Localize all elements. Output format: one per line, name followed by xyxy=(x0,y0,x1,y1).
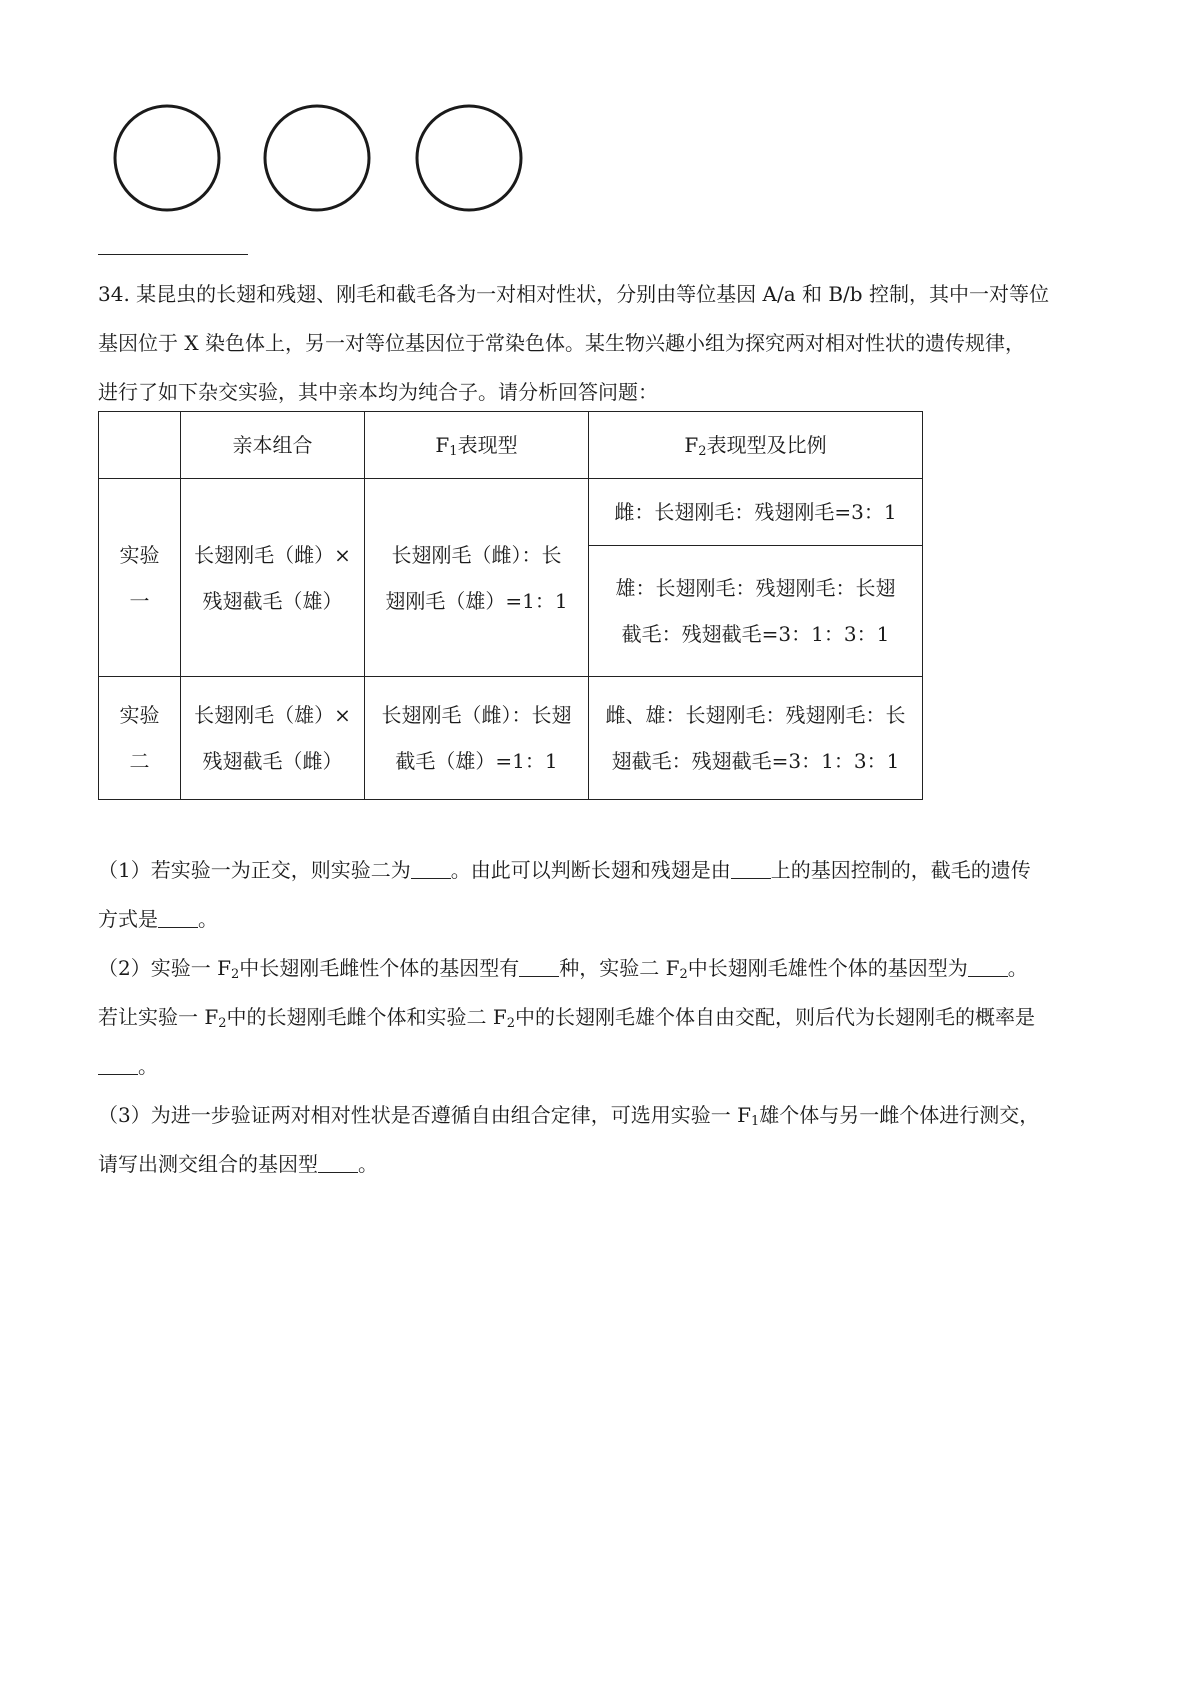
exp2-f2 xyxy=(589,677,923,800)
separator-line xyxy=(98,254,248,255)
q3-sub-1: 1 xyxy=(750,1114,760,1129)
q3-line-1 xyxy=(98,1091,1110,1140)
header-f2-suffix: 表现型及比例 xyxy=(706,433,827,457)
q2-sub-4: 2 xyxy=(506,1016,516,1031)
answer-blank[interactable] xyxy=(158,909,198,928)
exp2-f2-a: 雌、雄：长翅刚毛：残翅刚毛：长 xyxy=(605,703,906,727)
q2-line-2 xyxy=(98,993,1110,1042)
exp1-f2-female: 雌：长翅刚毛：残翅刚毛=3：1 xyxy=(589,479,923,546)
circle-3 xyxy=(417,106,521,210)
exp2-label-b: 二 xyxy=(129,749,150,773)
table-row-exp2 xyxy=(99,677,923,800)
intro-line-2: 基因位于 X 染色体上，另一对等位基因位于常染色体。某生物兴趣小组为探究两对相对性状的遗传规律， xyxy=(98,331,1025,355)
q1-line-2 xyxy=(98,895,1110,944)
circles-svg xyxy=(112,100,552,216)
header-parents: 亲本组合 xyxy=(181,412,365,479)
header-f2-sub: 2 xyxy=(698,444,707,459)
exp2-parents-b: 残翅截毛（雌） xyxy=(202,749,343,773)
exp1-parents-a: 长翅刚毛（雌）× xyxy=(194,542,351,567)
q2-text-i: 。 xyxy=(138,1054,158,1078)
q2-sub-3: 2 xyxy=(218,1016,227,1031)
q2-text-a: （2）实验一 F xyxy=(98,956,231,980)
exp1-f2-male-b: 截毛：残翅截毛=3：1：3：1 xyxy=(621,622,890,646)
exp1-f2-male-a: 雄：长翅刚毛：残翅刚毛：长翅 xyxy=(615,576,896,600)
header-f1 xyxy=(365,412,589,479)
q2-line-1 xyxy=(98,944,1110,993)
q2-sub-1: 2 xyxy=(230,967,240,982)
exp2-parents-a: 长翅刚毛（雄）× xyxy=(194,703,351,727)
exp2-f1-a: 长翅刚毛（雌）：长翅 xyxy=(381,703,572,727)
q2-text-g: 中的长翅刚毛雌个体和实验二 F xyxy=(226,1005,507,1029)
sub-question-1 xyxy=(98,846,1110,944)
exp1-parents-b: 残翅截毛（雄） xyxy=(202,588,343,613)
q2-text-c: 种，实验二 F xyxy=(559,956,680,980)
intro-line-3: 进行了如下杂交实验，其中亲本均为纯合子。请分析回答问题： xyxy=(98,380,658,404)
answer-blank[interactable] xyxy=(98,1056,138,1075)
exp2-f2-b: 翅截毛：残翅截毛=3：1：3：1 xyxy=(611,749,900,773)
exp1-f1-a: 长翅刚毛（雌）：长 xyxy=(391,542,562,567)
exp1-f2-male xyxy=(589,546,923,677)
experiment-table xyxy=(98,411,923,800)
header-f2-prefix: F xyxy=(684,433,699,457)
exp2-f1 xyxy=(365,677,589,800)
header-empty xyxy=(99,412,181,479)
q1-text-c: 上的基因控制的，截毛的遗传 xyxy=(770,858,1031,882)
q3-text-a: （3）为进一步验证两对相对性状是否遵循自由组合定律，可选用实验一 F xyxy=(98,1103,751,1127)
answer-blank[interactable] xyxy=(731,860,771,879)
q2-text-f: 若让实验一 F xyxy=(98,1005,219,1029)
circles-figure xyxy=(112,100,552,216)
q2-text-b: 中长翅刚毛雌性个体的基因型有 xyxy=(239,956,520,980)
q2-text-h: 中的长翅刚毛雄个体自由交配，则后代为长翅刚毛的概率是 xyxy=(515,1005,1036,1029)
exp1-label-b: 一 xyxy=(129,588,150,613)
q3-text-b: 雄个体与另一雌个体进行测交， xyxy=(759,1103,1040,1127)
q2-line-3 xyxy=(98,1042,1110,1091)
header-f1-suffix: 表现型 xyxy=(457,433,518,457)
q1-text-a: （1）若实验一为正交，则实验二为 xyxy=(98,858,411,882)
question-number: 34. xyxy=(98,282,130,306)
q1-text-b: 。由此可以判断长翅和残翅是由 xyxy=(450,858,731,882)
intro-text-1: 某昆虫的长翅和残翅、刚毛和截毛各为一对相对性状，分别由等位基因 A/a 和 B/b 控制，其中一对等位 xyxy=(136,282,1049,306)
table-row-exp1-a xyxy=(99,479,923,546)
answer-blank[interactable] xyxy=(411,860,451,879)
circle-1 xyxy=(115,106,219,210)
answer-blank[interactable] xyxy=(318,1154,358,1173)
intro-line-1 xyxy=(98,270,1110,319)
sub-question-2 xyxy=(98,944,1110,1091)
q2-sub-2: 2 xyxy=(679,967,688,982)
header-f2 xyxy=(589,412,923,479)
table-header-row xyxy=(99,412,923,479)
q1-text-e: 。 xyxy=(198,907,218,931)
q2-text-e: 。 xyxy=(1007,956,1028,980)
q3-line-2 xyxy=(98,1140,1110,1189)
exp1-label xyxy=(99,479,181,677)
q3-text-c: 请写出测交组合的基因型 xyxy=(98,1152,318,1176)
q3-text-d: 。 xyxy=(358,1152,378,1176)
q1-text-d: 方式是 xyxy=(98,907,158,931)
exp1-f1 xyxy=(365,479,589,677)
exp1-f1-b: 翅刚毛（雄）=1：1 xyxy=(385,588,568,613)
header-f1-prefix: F xyxy=(435,433,450,457)
question-intro xyxy=(98,270,1110,417)
exp2-f1-b: 截毛（雄）=1：1 xyxy=(395,749,558,773)
q2-text-d: 中长翅刚毛雄性个体的基因型为 xyxy=(687,956,968,980)
header-f1-sub: 1 xyxy=(449,444,458,459)
exp2-label-a: 实验 xyxy=(119,703,160,727)
sub-question-3 xyxy=(98,1091,1110,1189)
answer-blank[interactable] xyxy=(968,958,1008,977)
q1-line-1 xyxy=(98,846,1110,895)
exp1-label-a: 实验 xyxy=(119,542,160,567)
exp1-parents xyxy=(181,479,365,677)
exp2-label xyxy=(99,677,181,800)
circle-2 xyxy=(265,106,369,210)
exp2-parents xyxy=(181,677,365,800)
answer-blank[interactable] xyxy=(519,958,559,977)
